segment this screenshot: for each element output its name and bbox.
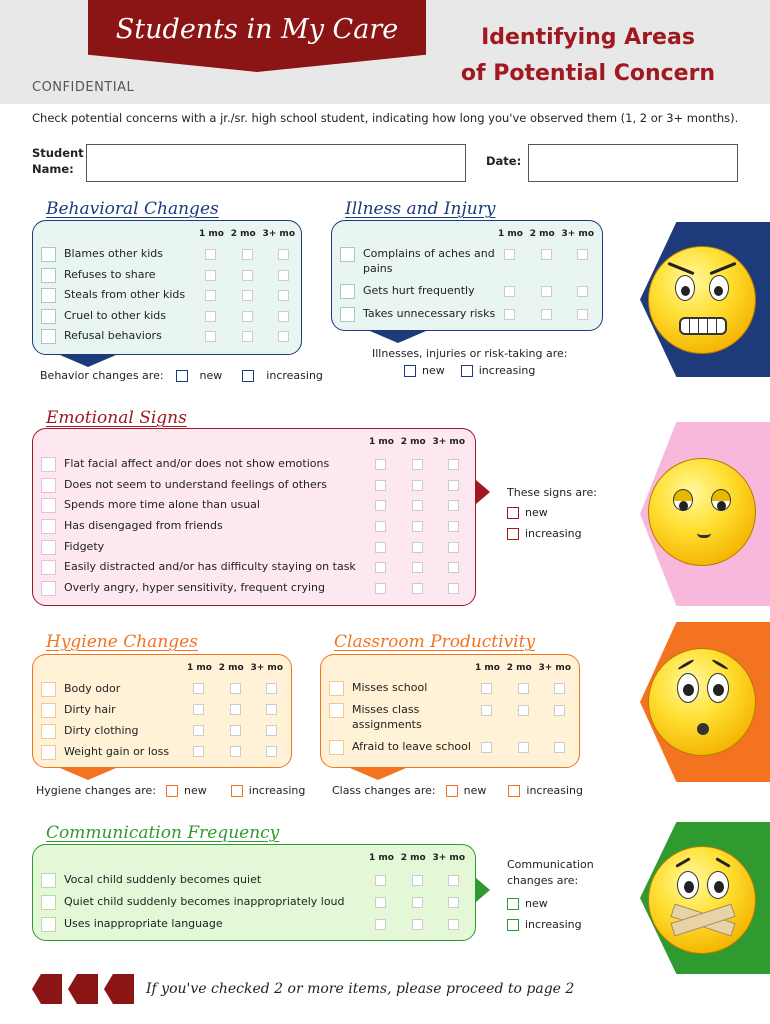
duration-row (375, 562, 459, 583)
duration-checkbox[interactable] (266, 704, 277, 715)
checkbox[interactable] (41, 268, 56, 283)
duration-row (504, 249, 588, 286)
duration-checkbox[interactable] (278, 270, 289, 281)
options-question: Class changes are: (332, 784, 436, 797)
increasing-checkbox[interactable] (507, 919, 519, 931)
instructions: Check potential concerns with a jr./sr. high school student, indicating how long you've observed them (1, 2 or 3+ months). (32, 111, 739, 125)
hygiene-options (36, 784, 305, 797)
duration-checkbox[interactable] (375, 919, 386, 930)
col-header-2mo: 2 mo (218, 663, 244, 673)
duration-row (205, 311, 289, 332)
duration-checkbox[interactable] (518, 683, 529, 694)
checkbox[interactable] (329, 703, 344, 718)
duration-checkbox[interactable] (412, 480, 423, 491)
worried-face-icon (648, 648, 756, 756)
behavioral-title: Behavioral Changes (46, 199, 219, 219)
duration-checkbox[interactable] (375, 500, 386, 511)
duration-checkbox[interactable] (412, 459, 423, 470)
duration-checkbox[interactable] (242, 290, 253, 301)
illness-box (331, 220, 603, 331)
duration-row (193, 725, 277, 746)
callout-pointer (370, 331, 426, 343)
new-checkbox[interactable] (507, 898, 519, 910)
duration-checkbox[interactable] (375, 897, 386, 908)
item-label: Body odor (64, 682, 121, 695)
duration-checkbox[interactable] (375, 875, 386, 886)
duration-checkbox[interactable] (448, 875, 459, 886)
list-item (340, 306, 498, 326)
duration-checkbox[interactable] (541, 286, 552, 297)
duration-checkbox[interactable] (375, 521, 386, 532)
duration-row (481, 705, 565, 742)
classroom-box (320, 654, 580, 768)
duration-checkbox[interactable] (412, 875, 423, 886)
checkbox[interactable] (329, 740, 344, 755)
date-field[interactable] (528, 144, 738, 182)
list-item (340, 246, 498, 283)
col-header-2mo: 2 mo (230, 229, 256, 239)
taped-mouth-face-icon (648, 846, 756, 954)
duration-checkbox[interactable] (278, 311, 289, 322)
new-label: new (422, 364, 445, 377)
duration-checkbox[interactable] (448, 459, 459, 470)
checkbox[interactable] (41, 682, 56, 697)
duration-checkbox[interactable] (412, 562, 423, 573)
duration-checkbox[interactable] (448, 919, 459, 930)
item-label: Afraid to leave school (352, 740, 471, 753)
duration-checkbox[interactable] (242, 249, 253, 260)
item-label: Misses school (352, 681, 428, 694)
new-label: new (525, 506, 548, 519)
item-label: Has disengaged from friends (64, 519, 223, 533)
duration-checkbox[interactable] (193, 704, 204, 715)
student-name-label-line1: Student (32, 146, 84, 160)
col-header-3mo: 3+ mo (538, 663, 571, 673)
duration-checkbox[interactable] (448, 480, 459, 491)
list-item (41, 267, 197, 288)
col-header-1mo: 1 mo (187, 663, 212, 673)
duration-checkbox[interactable] (448, 500, 459, 511)
duration-checkbox[interactable] (554, 742, 565, 753)
list-item (41, 894, 371, 916)
classroom-title: Classroom Productivity (334, 632, 536, 652)
communication-question-line1: Communication (507, 858, 594, 871)
list-item (41, 497, 371, 518)
duration-checkbox[interactable] (266, 683, 277, 694)
callout-pointer (60, 768, 116, 780)
duration-checkbox[interactable] (230, 704, 241, 715)
illness-options (404, 364, 535, 377)
item-label: Fidgety (64, 539, 105, 553)
banner-title: Students in My Care (115, 14, 399, 45)
duration-row (375, 480, 459, 501)
duration-checkbox[interactable] (448, 562, 459, 573)
duration-row (205, 270, 289, 291)
checkbox[interactable] (41, 895, 56, 910)
col-header-2mo: 2 mo (400, 437, 426, 447)
item-label: Dirty hair (64, 703, 116, 716)
col-header-3mo: 3+ mo (262, 229, 295, 239)
behavioral-options (40, 369, 323, 382)
duration-checkbox[interactable] (242, 270, 253, 281)
page-title-line2: of Potential Concern (460, 61, 716, 86)
duration-checkbox[interactable] (504, 286, 515, 297)
duration-checkbox[interactable] (448, 897, 459, 908)
duration-checkbox[interactable] (481, 742, 492, 753)
duration-checkbox[interactable] (205, 249, 216, 260)
list-item (41, 916, 371, 938)
duration-row (205, 249, 289, 270)
list-item (41, 287, 197, 308)
options-question: Hygiene changes are: (36, 784, 157, 797)
checkbox[interactable] (41, 581, 56, 596)
arrow-left-icon[interactable] (32, 974, 62, 1004)
illness-question: Illnesses, injuries or risk-taking are: (372, 347, 568, 360)
new-label: new (463, 784, 487, 797)
col-header-1mo: 1 mo (369, 853, 394, 863)
callout-pointer (476, 878, 490, 902)
checkbox[interactable] (41, 560, 56, 575)
checkbox[interactable] (41, 540, 56, 555)
duration-checkbox[interactable] (205, 290, 216, 301)
increasing-checkbox[interactable] (231, 785, 243, 797)
list-item (41, 872, 371, 894)
col-header-3mo: 3+ mo (432, 437, 465, 447)
confidential-label: CONFIDENTIAL (32, 80, 135, 95)
communication-box (32, 844, 476, 941)
student-name-label-line2: Name: (32, 162, 74, 176)
item-label: Misses class assignments (352, 703, 422, 731)
duration-row (375, 583, 459, 604)
list-item (41, 681, 191, 702)
duration-checkbox[interactable] (266, 746, 277, 757)
item-label: Dirty clothing (64, 724, 139, 737)
student-name-label (32, 145, 84, 177)
communication-title: Communication Frequency (46, 823, 280, 843)
duration-checkbox[interactable] (375, 459, 386, 470)
arrow-left-icon[interactable] (104, 974, 134, 1004)
list-item (41, 580, 371, 601)
duration-row (375, 500, 459, 521)
page-title-line1: Identifying Areas (481, 25, 695, 50)
footer-instruction: If you've checked 2 or more items, please proceed to page 2 (146, 981, 575, 997)
duration-checkbox[interactable] (518, 705, 529, 716)
list-item (41, 539, 371, 560)
duration-checkbox[interactable] (541, 309, 552, 320)
communication-new-option (507, 897, 548, 910)
checkbox[interactable] (340, 307, 355, 322)
callout-pointer (60, 355, 116, 367)
item-label: Refuses to share (64, 267, 156, 281)
duration-row (481, 683, 565, 705)
duration-checkbox[interactable] (577, 309, 588, 320)
duration-checkbox[interactable] (412, 919, 423, 930)
checkbox[interactable] (41, 745, 56, 760)
increasing-label: increasing (266, 369, 323, 382)
duration-checkbox[interactable] (205, 311, 216, 322)
duration-checkbox[interactable] (242, 331, 253, 342)
increasing-checkbox[interactable] (507, 528, 519, 540)
checkbox[interactable] (41, 478, 56, 493)
duration-checkbox[interactable] (412, 542, 423, 553)
duration-checkbox[interactable] (230, 725, 241, 736)
duration-checkbox[interactable] (541, 249, 552, 260)
col-header-2mo: 2 mo (400, 853, 426, 863)
page-navigation (32, 974, 134, 1004)
emotional-new-option (507, 506, 548, 519)
date-label: Date: (486, 154, 522, 168)
list-item (41, 328, 197, 349)
checkbox[interactable] (340, 284, 355, 299)
duration-checkbox[interactable] (554, 705, 565, 716)
hygiene-box (32, 654, 292, 768)
list-item (41, 518, 371, 539)
duration-row (481, 742, 565, 762)
duration-checkbox[interactable] (375, 583, 386, 594)
col-header-1mo: 1 mo (199, 229, 224, 239)
duration-row (375, 919, 459, 941)
item-label: Quiet child suddenly becomes inappropriately loud (64, 895, 345, 908)
list-item (329, 702, 477, 739)
new-checkbox[interactable] (166, 785, 178, 797)
duration-checkbox[interactable] (375, 542, 386, 553)
duration-checkbox[interactable] (193, 725, 204, 736)
checkbox[interactable] (41, 873, 56, 888)
communication-question-line2: changes are: (507, 874, 579, 887)
emotional-title: Emotional Signs (46, 408, 187, 428)
duration-checkbox[interactable] (448, 542, 459, 553)
duration-row (375, 897, 459, 919)
item-label: Easily distracted and/or has difficulty staying on task (64, 560, 356, 574)
new-checkbox[interactable] (507, 507, 519, 519)
new-checkbox[interactable] (446, 785, 458, 797)
increasing-checkbox[interactable] (508, 785, 520, 797)
duration-checkbox[interactable] (278, 331, 289, 342)
duration-checkbox[interactable] (230, 746, 241, 757)
item-label: Refusal behaviors (64, 329, 162, 342)
duration-checkbox[interactable] (504, 249, 515, 260)
checkbox[interactable] (329, 681, 344, 696)
increasing-checkbox[interactable] (461, 365, 473, 377)
increasing-label: increasing (525, 918, 582, 931)
callout-pointer (476, 480, 490, 504)
duration-checkbox[interactable] (193, 683, 204, 694)
illness-title: Illness and Injury (345, 199, 496, 219)
duration-checkbox[interactable] (205, 331, 216, 342)
new-label: new (525, 897, 548, 910)
item-label: Takes unnecessary risks (363, 307, 496, 320)
duration-checkbox[interactable] (518, 742, 529, 753)
list-item (41, 744, 191, 765)
col-header-1mo: 1 mo (369, 437, 394, 447)
item-label: Spends more time alone than usual (64, 498, 260, 512)
col-header-3mo: 3+ mo (561, 229, 594, 239)
duration-row (193, 704, 277, 725)
duration-checkbox[interactable] (448, 583, 459, 594)
emotional-increasing-option (507, 527, 582, 540)
list-item (41, 559, 371, 580)
duration-row (504, 309, 588, 329)
checkbox[interactable] (340, 247, 355, 262)
increasing-label: increasing (248, 784, 306, 797)
duration-checkbox[interactable] (577, 249, 588, 260)
item-label: Does not seem to understand feelings of others (64, 477, 328, 491)
item-label: Complains of aches and pains (363, 247, 495, 275)
communication-increasing-option (507, 918, 582, 931)
duration-row (375, 521, 459, 542)
duration-checkbox[interactable] (230, 683, 241, 694)
new-checkbox[interactable] (176, 370, 188, 382)
new-label: new (199, 369, 223, 382)
increasing-checkbox[interactable] (242, 370, 254, 382)
checkbox[interactable] (41, 498, 56, 513)
checkbox[interactable] (41, 917, 56, 932)
checkbox[interactable] (41, 519, 56, 534)
duration-checkbox[interactable] (577, 286, 588, 297)
duration-checkbox[interactable] (278, 249, 289, 260)
duration-checkbox[interactable] (193, 746, 204, 757)
list-item (41, 723, 191, 744)
duration-checkbox[interactable] (481, 683, 492, 694)
angry-face-icon (648, 246, 756, 354)
item-label: Steals from other kids (64, 288, 186, 301)
duration-checkbox[interactable] (278, 290, 289, 301)
emotional-box (32, 428, 476, 606)
duration-checkbox[interactable] (266, 725, 277, 736)
col-header-2mo: 2 mo (506, 663, 532, 673)
duration-checkbox[interactable] (412, 500, 423, 511)
col-header-3mo: 3+ mo (250, 663, 283, 673)
list-item (41, 702, 191, 723)
checkbox[interactable] (41, 724, 56, 739)
duration-checkbox[interactable] (242, 311, 253, 322)
duration-checkbox[interactable] (481, 705, 492, 716)
item-label: Blames other kids (64, 247, 163, 260)
duration-checkbox[interactable] (448, 521, 459, 532)
increasing-label: increasing (526, 784, 583, 797)
item-label: Gets hurt frequently (363, 284, 475, 297)
col-header-2mo: 2 mo (529, 229, 555, 239)
duration-row (193, 683, 277, 704)
behavioral-box (32, 220, 302, 355)
item-label: Weight gain or loss (64, 745, 170, 758)
increasing-label: increasing (525, 527, 582, 540)
callout-pointer (350, 768, 406, 780)
duration-row (205, 290, 289, 311)
list-item (41, 246, 197, 267)
duration-checkbox[interactable] (375, 562, 386, 573)
col-header-1mo: 1 mo (475, 663, 500, 673)
list-item (340, 283, 498, 306)
checkbox[interactable] (41, 329, 56, 344)
duration-checkbox[interactable] (375, 480, 386, 491)
increasing-label: increasing (478, 364, 536, 377)
col-header-1mo: 1 mo (498, 229, 523, 239)
item-label: Uses inappropriate language (64, 917, 223, 930)
emotional-question: These signs are: (507, 486, 597, 499)
duration-row (375, 875, 459, 897)
checkbox[interactable] (41, 309, 56, 324)
arrow-left-icon[interactable] (68, 974, 98, 1004)
duration-checkbox[interactable] (412, 897, 423, 908)
duration-row (375, 459, 459, 480)
checkbox[interactable] (41, 288, 56, 303)
new-label: new (184, 784, 207, 797)
duration-checkbox[interactable] (412, 521, 423, 532)
list-item (329, 680, 477, 702)
checkbox[interactable] (41, 247, 56, 262)
hygiene-title: Hygiene Changes (46, 632, 198, 652)
page-title (428, 20, 748, 92)
classroom-options (332, 784, 583, 797)
student-name-field[interactable] (86, 144, 466, 182)
col-header-3mo: 3+ mo (432, 853, 465, 863)
item-label: Flat facial affect and/or does not show emotions (64, 457, 330, 470)
checkbox[interactable] (41, 457, 56, 472)
duration-row (375, 542, 459, 563)
list-item (41, 477, 371, 498)
new-checkbox[interactable] (404, 365, 416, 377)
options-question: Behavior changes are: (40, 369, 164, 382)
duration-row (193, 746, 277, 767)
checkbox[interactable] (41, 703, 56, 718)
communication-question (507, 857, 594, 889)
item-label: Vocal child suddenly becomes quiet (64, 873, 262, 886)
item-label: Overly angry, hyper sensitivity, frequent crying (64, 581, 326, 595)
duration-checkbox[interactable] (554, 683, 565, 694)
item-label: Cruel to other kids (64, 308, 166, 322)
list-item (329, 739, 477, 759)
duration-checkbox[interactable] (412, 583, 423, 594)
list-item (41, 456, 371, 477)
bored-face-icon (648, 458, 756, 566)
list-item (41, 308, 197, 329)
duration-row (504, 286, 588, 309)
duration-row (205, 331, 289, 352)
duration-checkbox[interactable] (205, 270, 216, 281)
duration-checkbox[interactable] (504, 309, 515, 320)
